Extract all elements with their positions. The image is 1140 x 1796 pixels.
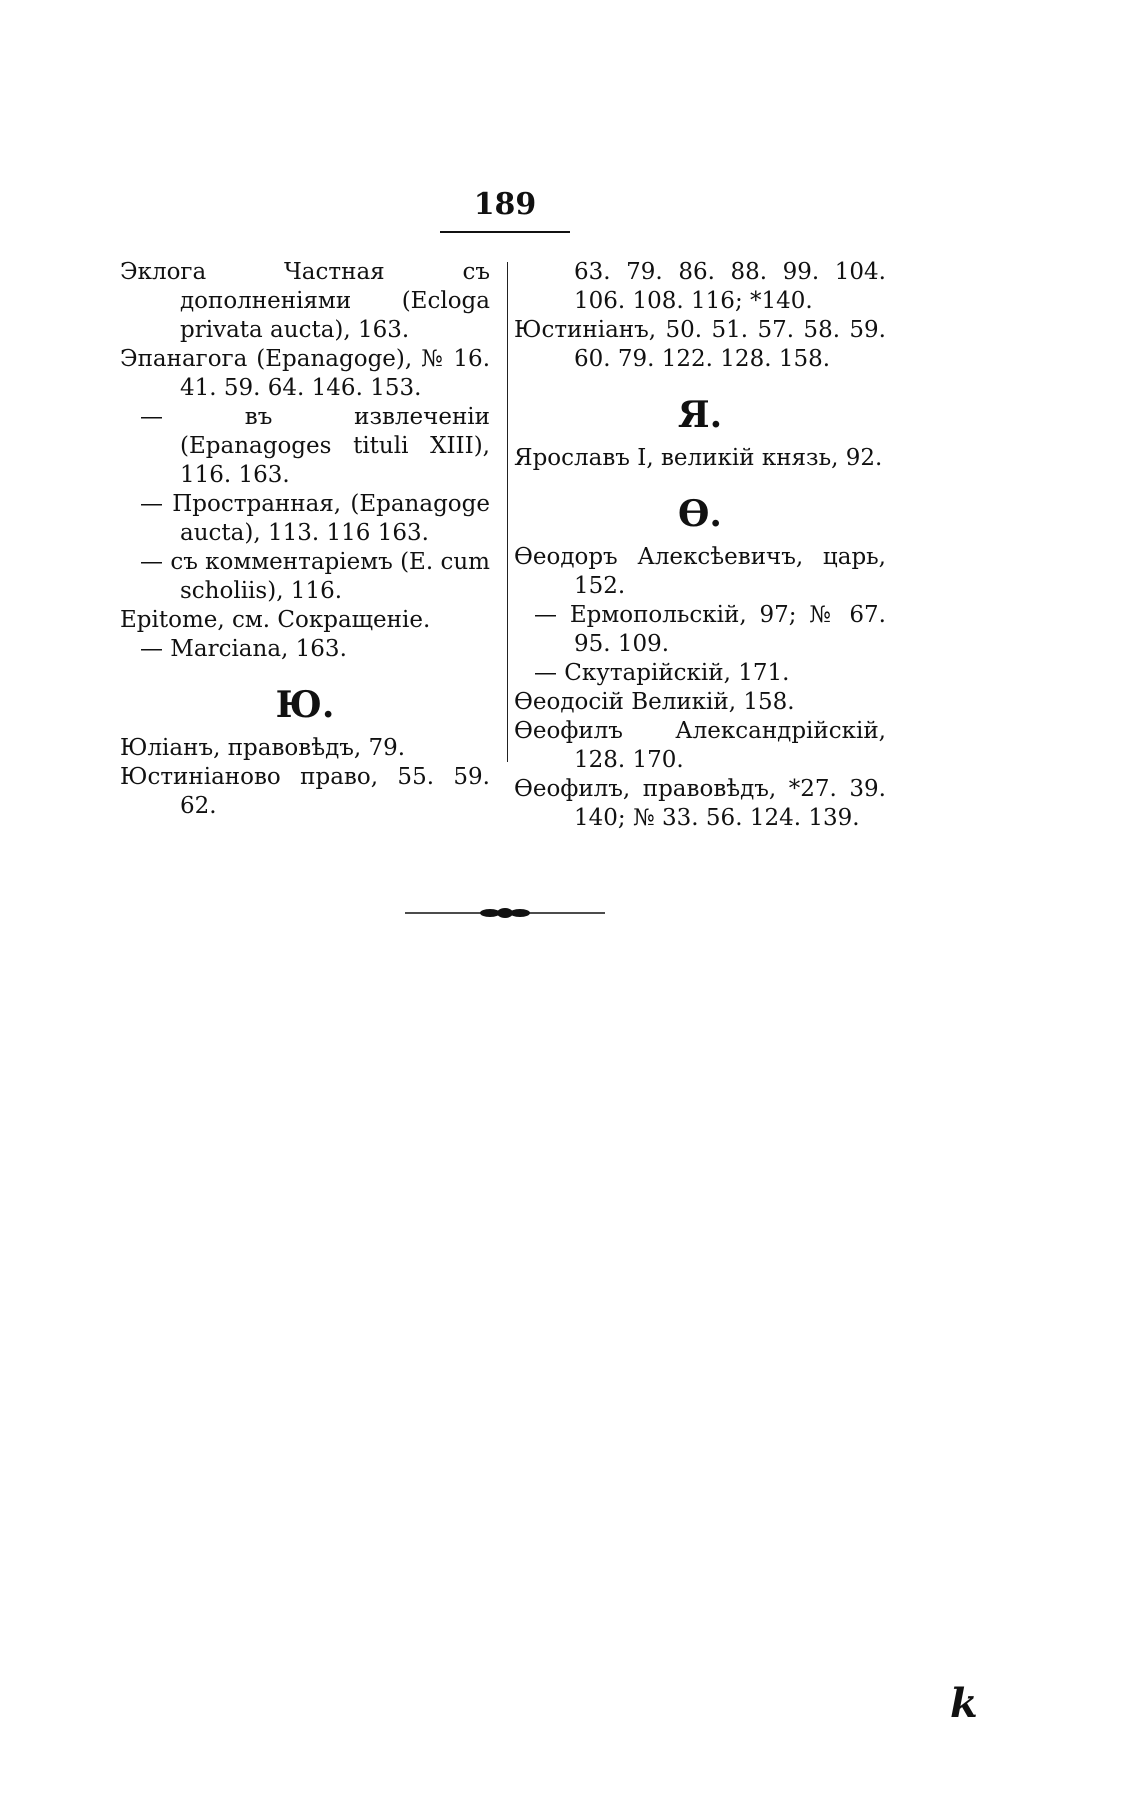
letter-heading-yu: Ю. <box>275 684 335 726</box>
index-entry: Эклога Частная съ дополненіями (Ecloga privata aucta), 163. <box>120 259 490 343</box>
index-entry: Юстиніаново право, 55. 59. 62. <box>120 764 490 819</box>
header-rule <box>440 231 570 233</box>
index-entry: — Marciana, 163. <box>140 636 347 662</box>
index-entry: Ярославъ I, великій князь, 92. <box>514 445 883 471</box>
page-number: 189 <box>473 187 537 222</box>
index-entry: Ѳеофилъ, правовѣдъ, *27. 39. 140; № 33. 56. 124. 139. <box>514 776 886 831</box>
index-entry: Юліанъ, правовѣдъ, 79. <box>120 735 406 761</box>
index-entry: Эпанагога (Epanagoge), № 16. 41. 59. 64. 146. 153. <box>120 346 490 401</box>
index-entry: Юстиніанъ, 50. 51. 57. 58. 59. 60. 79. 122. 128. 158. <box>514 317 886 372</box>
corner-mark: k <box>950 1680 978 1727</box>
index-entry: Ѳеодоръ Алексѣевичъ, царь, 152. <box>514 544 886 599</box>
right-column <box>514 258 886 833</box>
index-entry: — Скутарійскій, 171. <box>534 660 790 686</box>
letter-heading-ya: Я. <box>677 394 723 436</box>
index-entry: Epitome, см. Сокращеніе. <box>120 607 431 633</box>
left-column <box>120 258 490 821</box>
column-divider <box>507 262 508 762</box>
index-entry: Ѳеофилъ Александрійскій, 128. 170. <box>514 718 886 773</box>
index-entry: — Пространная, (Epanagoge aucta), 113. 116 163. <box>140 491 490 546</box>
index-entry: — Ермопольскій, 97; № 67. 95. 109. <box>534 602 886 657</box>
index-entry: Ѳеодосій Великій, 158. <box>514 689 795 715</box>
index-entry: — съ комментаріемъ (E. cum scholiis), 116. <box>140 549 490 604</box>
index-entry: — въ извлеченіи (Epanagoges tituli XIII), 116. 163. <box>140 404 490 488</box>
index-entry: 63. 79. 86. 88. 99. 104. 106. 108. 116; *140. <box>574 259 886 314</box>
ornament-divider <box>405 905 605 921</box>
letter-heading-fita: Ѳ. <box>678 493 722 535</box>
